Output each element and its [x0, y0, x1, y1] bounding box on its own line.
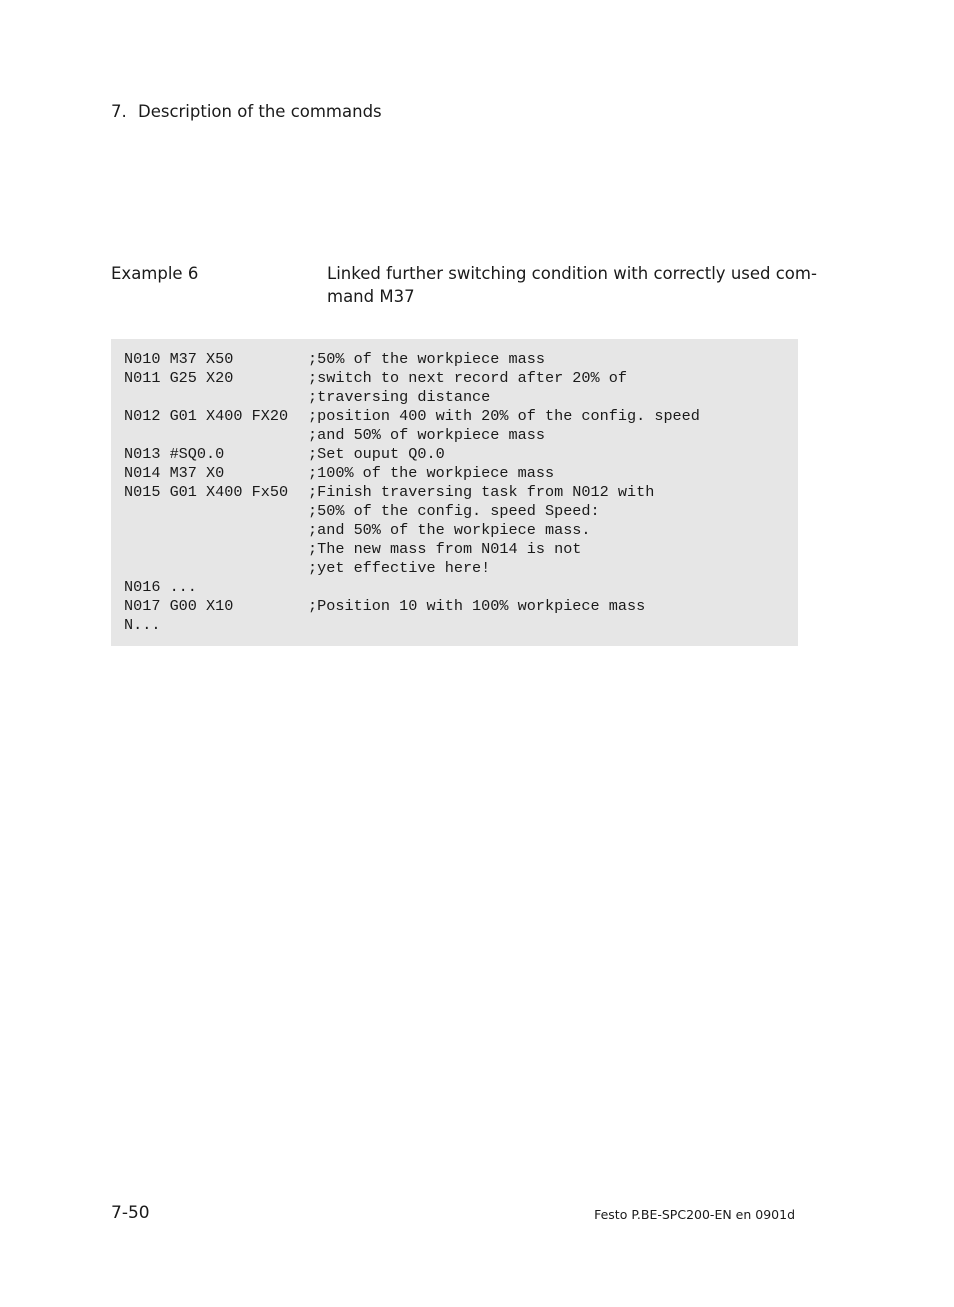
code-comment: ;50% of the workpiece mass — [308, 350, 545, 368]
code-line — [124, 426, 798, 445]
code-listing — [111, 339, 798, 646]
code-comment: ;and 50% of the workpiece mass. — [308, 521, 591, 539]
code-comment: ;yet effective here! — [308, 559, 491, 577]
chapter-number: 7. — [111, 102, 127, 121]
example-label: Example 6 — [111, 264, 199, 283]
code-comment: ;switch to next record after 20% of — [308, 369, 627, 387]
code-command — [124, 540, 308, 559]
code-comment: ;Finish traversing task from N012 with — [308, 483, 655, 501]
chapter-heading — [111, 101, 382, 123]
code-line — [124, 616, 798, 635]
code-line — [124, 407, 798, 426]
code-line — [124, 559, 798, 578]
code-command: N015 G01 X400 Fx50 — [124, 483, 289, 501]
code-line — [124, 369, 798, 388]
chapter-title: Description of the commands — [138, 102, 382, 121]
code-command: N016 ... — [124, 578, 197, 596]
code-command — [124, 521, 308, 540]
document-id: Festo P.BE-SPC200-EN en 0901d — [594, 1207, 795, 1222]
code-command — [124, 426, 308, 445]
code-comment: ;The new mass from N014 is not — [308, 540, 582, 558]
code-comment: ;traversing distance — [308, 388, 491, 406]
code-line — [124, 502, 798, 521]
code-comment: ;Position 10 with 100% workpiece mass — [308, 597, 646, 615]
code-command: N011 G25 X20 — [124, 369, 234, 387]
code-command — [124, 388, 308, 407]
code-line — [124, 521, 798, 540]
code-line — [124, 540, 798, 559]
code-line — [124, 350, 798, 369]
code-command: N010 M37 X50 — [124, 350, 234, 368]
code-comment: ;50% of the config. speed Speed: — [308, 502, 600, 520]
example-title-line-1: Linked further switching condition with correctly used com- — [327, 264, 817, 283]
code-line — [124, 445, 798, 464]
code-line — [124, 388, 798, 407]
code-comment: ;Set ouput Q0.0 — [308, 445, 445, 463]
code-comment: ;and 50% of workpiece mass — [308, 426, 545, 444]
code-line — [124, 464, 798, 483]
example-title — [327, 263, 817, 308]
page-number: 7-50 — [111, 1203, 150, 1223]
code-comment: ;position 400 with 20% of the config. speed — [308, 407, 700, 425]
code-line — [124, 597, 798, 616]
example-title-line-2: mand M37 — [327, 286, 415, 306]
code-command: N012 G01 X400 FX20 — [124, 407, 289, 425]
code-command — [124, 502, 308, 521]
code-line — [124, 483, 798, 502]
code-command: N017 G00 X10 — [124, 597, 234, 615]
code-comment: ;100% of the workpiece mass — [308, 464, 555, 482]
code-command — [124, 559, 308, 578]
code-command: N013 #SQ0.0 — [124, 445, 225, 463]
code-line — [124, 578, 798, 597]
code-command: N014 M37 X0 — [124, 464, 225, 482]
code-command: N... — [124, 616, 161, 634]
